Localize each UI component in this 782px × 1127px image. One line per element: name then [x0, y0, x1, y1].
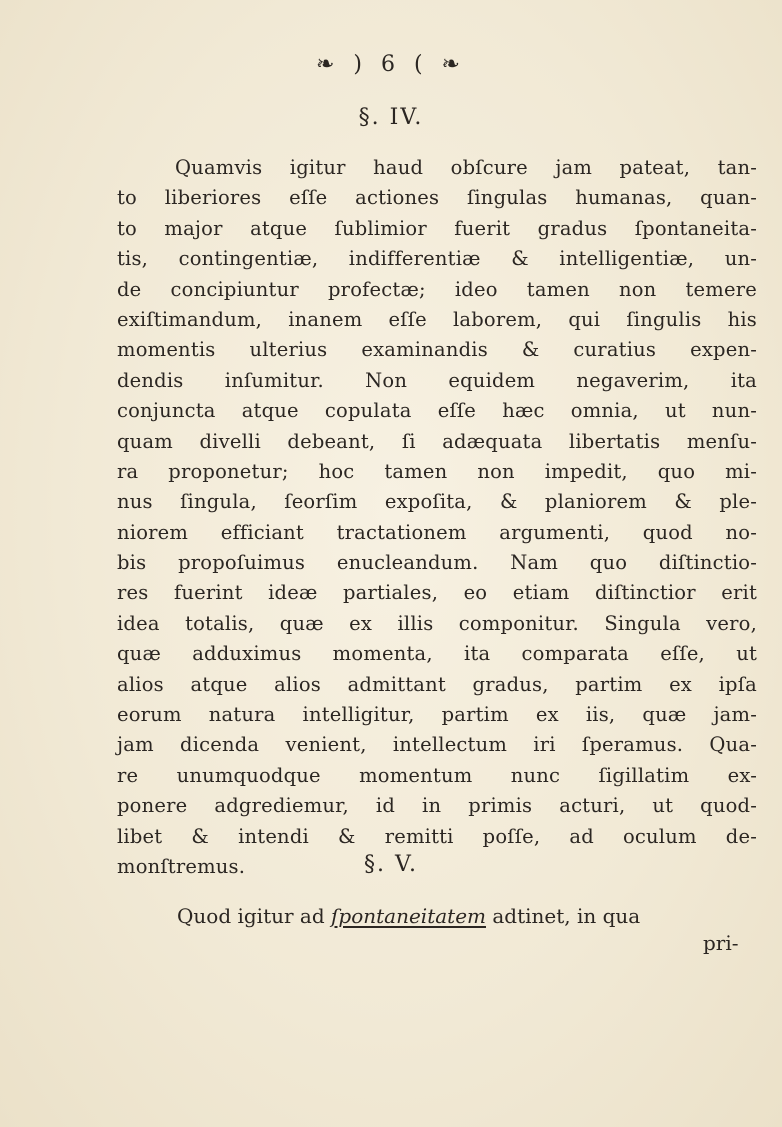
- text-line: idea totalis, quæ ex illis componitur. Singula vero,: [117, 611, 757, 635]
- text-line: bis propoſuimus enucleandum. Nam quo diſtinctio-: [117, 551, 757, 575]
- text-line: alios atque alios admittant gradus, partim ex ipſa: [117, 672, 757, 696]
- text-line: exiſtimandum, inanem eſſe laborem, qui ſingulis his: [117, 307, 757, 331]
- section-heading-v: §. V.: [363, 852, 419, 877]
- text-line: to major atque ſublimior fuerit gradus ſpontaneita-: [117, 216, 757, 240]
- text-line: to liberiores eſſe actiones ſingulas humanas, quan-: [117, 186, 757, 210]
- text-line: tis, contingentiæ, indifferentiæ & intelligentiæ, un-: [117, 247, 757, 271]
- text-line: re unumquodque momentum nunc ſigillatim ex-: [117, 763, 757, 787]
- text-line: niorem efficiant tractationem argumenti, quod no-: [117, 520, 757, 544]
- text-line: monſtremus.: [117, 854, 246, 878]
- text-line: conjuncta atque copulata eſſe hæc omnia, ut nun-: [117, 399, 757, 423]
- text-line: quam divelli debeant, ſi adæquata libertatis menſu-: [117, 429, 757, 453]
- running-head: ❧ ) 6 ( ❧: [315, 52, 466, 77]
- section-heading-iv: §. IV.: [358, 105, 424, 130]
- section-v-opening-line: [177, 900, 757, 932]
- text-segment: adtinet, in qua: [492, 904, 641, 928]
- text-line: momentis ulterius examinandis & curatius expen-: [117, 338, 757, 362]
- text-line: nus ſingula, ſeorſim expoſita, & planiorem & ple-: [117, 490, 757, 514]
- text-line: libet & intendi & remitti poſſe, ad oculum de-: [117, 824, 757, 848]
- text-line: de concipiuntur profectæ; ideo tamen non temere: [117, 277, 757, 301]
- text-line: res fuerint ideæ partiales, eo etiam diſtinctior erit: [117, 581, 757, 605]
- text-line: Quamvis igitur haud obſcure jam pateat, tan-: [175, 156, 757, 179]
- text-line: eorum natura intelligitur, partim ex iis, quæ jam-: [117, 703, 757, 727]
- text-line: jam dicenda venient, intellectum iri ſperamus. Qua-: [117, 733, 757, 757]
- italic-term: ſpontaneitatem: [331, 904, 486, 928]
- catchword: pri-: [703, 931, 739, 955]
- text-line: ra proponetur; hoc tamen non impedit, quo mi-: [117, 459, 757, 483]
- text-segment: Quod igitur ad: [177, 904, 325, 928]
- text-line: dendis inſumitur. Non equidem negaverim, ita: [117, 368, 757, 392]
- text-line: ponere adgrediemur, id in primis acturi, ut quod-: [117, 794, 757, 818]
- paragraph-body: [117, 153, 757, 882]
- text-line: quæ adduximus momenta, ita comparata eſſe, ut: [117, 642, 757, 666]
